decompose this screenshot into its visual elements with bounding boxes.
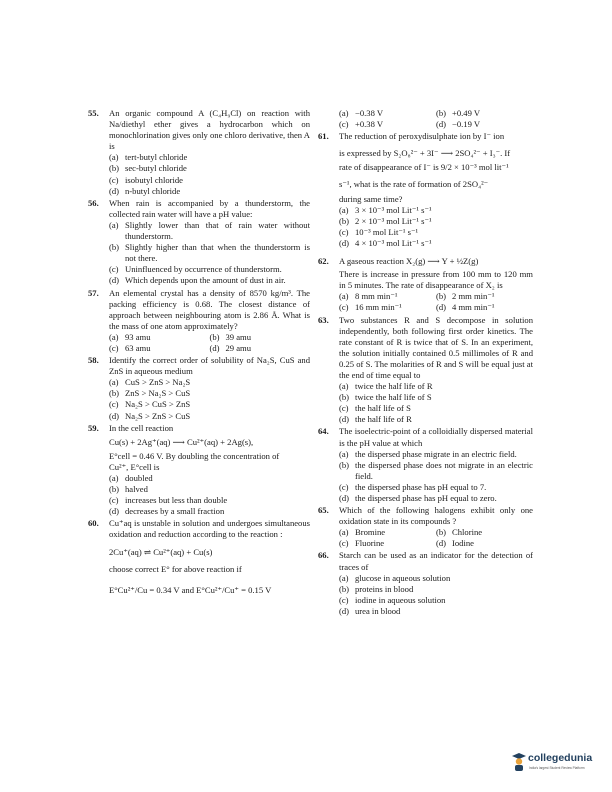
question-number: 62. [318,256,329,267]
option-a: (a) glucose in aqueous solution [339,572,451,583]
option-c: (c) isobutyl chloride [109,174,183,185]
option-a: (a) the dispersed phase migrate in an electric field. [339,448,517,459]
question-55 [88,108,310,197]
option-b: (b) sec-butyl chloride [109,163,187,174]
question-text: An elemental crystal has a density of 8570 kg/m³. The packing efficiency is 0.68. The closest distance of approach between neighbouring atom is 2.86 Å. What is the mass of one atom approximately? [109,287,310,331]
option-b: (b) +0.49 V [436,108,481,118]
option-d: (d) urea in blood [339,605,401,616]
option-b: (b) proteins in blood [339,583,414,594]
question-text-cont: during same time? [339,193,403,204]
option-a: (a) Bromine [339,527,386,538]
question-text-cont: s⁻¹, what is the rate of formation of 2SO₄²⁻ [339,179,489,190]
brand-tagline: India's largest Student Review Platform [529,766,585,770]
question-66 [318,550,533,617]
option-c: (c) the half life of S [339,403,411,414]
option-a: (a) CuS > ZnS > Na₂S [109,377,191,388]
question-63 [318,315,533,426]
question-60 [88,518,310,598]
equation: is expressed by S₂O₈²⁻ + 3I⁻ ⟶ 2SO₄²⁻ + I₃⁻. If [339,148,511,159]
question-57 [88,288,310,355]
question-text: Which of the following halogens exhibit only one oxidation state in its compounds ? [339,505,533,527]
question-number: 56. [88,197,99,208]
option-d: (d) n-butyl chloride [109,185,181,196]
question-text-cont: choose correct E° for above reaction if [109,563,242,574]
option-d: (d) 29 amu [209,342,252,353]
option-b: (b) twice the half life of S [339,392,432,403]
question-number: 65. [318,505,329,516]
question-62 [318,256,533,313]
option-a: (a) tert-butyl chloride [109,152,188,163]
question-text: In the cell reaction [109,422,174,433]
question-text: A gaseous reaction X₂(g) ⟶ Y + ½Z(g) [339,256,479,267]
option-c: (c) 10⁻³ mol Lit⁻¹ s⁻¹ [339,226,419,237]
option-a: (a) doubled [109,473,153,483]
question-number: 63. [318,314,329,325]
option-d: (d) 4 mm min⁻¹ [436,302,495,313]
question-number: 66. [318,550,329,561]
option-d: (d) the half life of R [339,414,412,425]
question-text: The isoelectric-point of a colloidially dispersed material is the pH value at which [339,426,533,448]
question-text-cont: rate of disappearance of I⁻ is 9/2 × 10⁻³ mol lit⁻¹ [339,162,509,173]
equation: E°Cu²⁺/Cu = 0.34 V and E°Cu²⁺/Cu⁺ = 0.15 V [109,584,272,595]
option-b: (b) Slightly higher than that when the thunderstorm is not there. [109,242,310,264]
option-c: (c) Fluorine [339,538,385,549]
option-c: (c) 63 amu [109,342,151,353]
option-c: (c) the dispersed phase has pH equal to 7. [339,481,487,492]
option-d: (d) Iodine [436,538,474,549]
option-b: (b) 2 mm min⁻¹ [436,291,495,302]
right-column [318,108,533,618]
equation: Cu(s) + 2Ag⁺(aq) ⟶ Cu²⁺(aq) + 2Ag(s), [109,436,254,447]
question-text: Starch can be used as an indicator for the detection of traces of [339,550,533,572]
option-b: (b) Chlorine [436,527,483,538]
option-a: (a) 3 × 10⁻³ mol Lit⁻¹ s⁻¹ [339,204,432,215]
option-b: (b) ZnS > Na₂S > CuS [109,388,191,399]
question-65 [318,505,533,549]
option-a: (a) twice the half life of R [339,381,433,392]
option-a: (a) 8 mm min⁻¹ [339,291,398,302]
graduate-icon [511,752,527,772]
option-c: (c) Na₂S > CuS > ZnS [109,399,191,410]
question-text: Identify the correct order of solubility of Na₂S, CuS and ZnS in aqueous medium [109,355,310,377]
question-text: An organic compound A (C₄H₉Cl) on reaction with Na/diethyl ether gives a hydrocarbon which on monochlorination gives only one chloro derivative, then A is [109,108,310,152]
option-d: (d) Which depends upon the amount of dust in air. [109,275,286,286]
question-61 [318,131,533,249]
option-b: (b) the dispersed phase does not migrate in an electric field. [339,459,533,481]
question-text: The reduction of peroxydisulphate ion by I⁻ ion [339,131,505,142]
option-b: (b) 39 amu [209,331,252,342]
question-56 [88,198,310,287]
question-64 [318,426,533,504]
question-number: 55. [88,108,99,118]
option-d: (d) the dispersed phase has pH equal to zero. [339,493,497,503]
question-text-cont: Cu²⁺, E°cell is [109,461,160,472]
equation: 2Cu⁺(aq) ⇌ Cu²⁺(aq) + Cu(s) [109,546,213,557]
option-a: (a) 93 amu [109,331,151,342]
question-text-cont: E°cell = 0.46 V. By doubling the concentration of [109,450,280,461]
question-number: 60. [88,518,99,529]
option-d: (d) 4 × 10⁻³ mol Lit⁻¹ s⁻¹ [339,237,432,248]
option-d: (d) decreases by a small fraction [109,506,225,517]
option-c: (c) Uninfluenced by occurrence of thunderstorm. [109,264,282,275]
option-d: (d) Na₂S > ZnS > CuS [109,410,191,421]
question-number: 61. [318,131,329,142]
brand-name[interactable]: collegedunia [528,752,593,764]
question-text: When rain is accompanied by a thunderstorm, the collected rain water will have a pH value: [109,197,310,219]
option-c: (c) iodine in aqueous solution [339,594,446,605]
question-number: 58. [88,355,99,366]
option-a: (a) Slightly lower than that of rain water without thunderstorm. [109,219,310,242]
option-d: (d) −0.19 V [436,119,481,130]
question-58 [88,355,310,422]
option-b: (b) halved [109,484,148,495]
question-60-options [318,108,533,130]
question-number: 57. [88,287,99,298]
option-c: (c) 16 mm min⁻¹ [339,302,402,313]
question-number: 64. [318,426,329,437]
option-c: (c) +0.38 V [339,119,384,130]
option-c: (c) increases but less than double [109,495,228,506]
question-59 [88,423,310,518]
question-text: Two substances R and S decompose in solution independently, both following first order kinetics. The rate constant of R is twice that of S. In an experiment, the solution initially contained 0.5 millimoles of R and 0.25 of S. The molarities of R and S will be equal just at the end of time equal to [339,314,533,380]
question-text: Cu⁺aq is unstable in solution and undergoes simultaneous oxidation and reduction according to the reaction : [109,518,310,540]
left-column [88,108,310,600]
question-number: 59. [88,422,99,433]
option-a: (a) −0.38 V [339,108,384,118]
option-b: (b) 2 × 10⁻³ mol Lit⁻¹ s⁻¹ [339,215,432,226]
question-text-cont: There is increase in pressure from 100 mm to 120 mm in 5 minutes. The rate of disappearance of X₂ is [339,269,533,291]
